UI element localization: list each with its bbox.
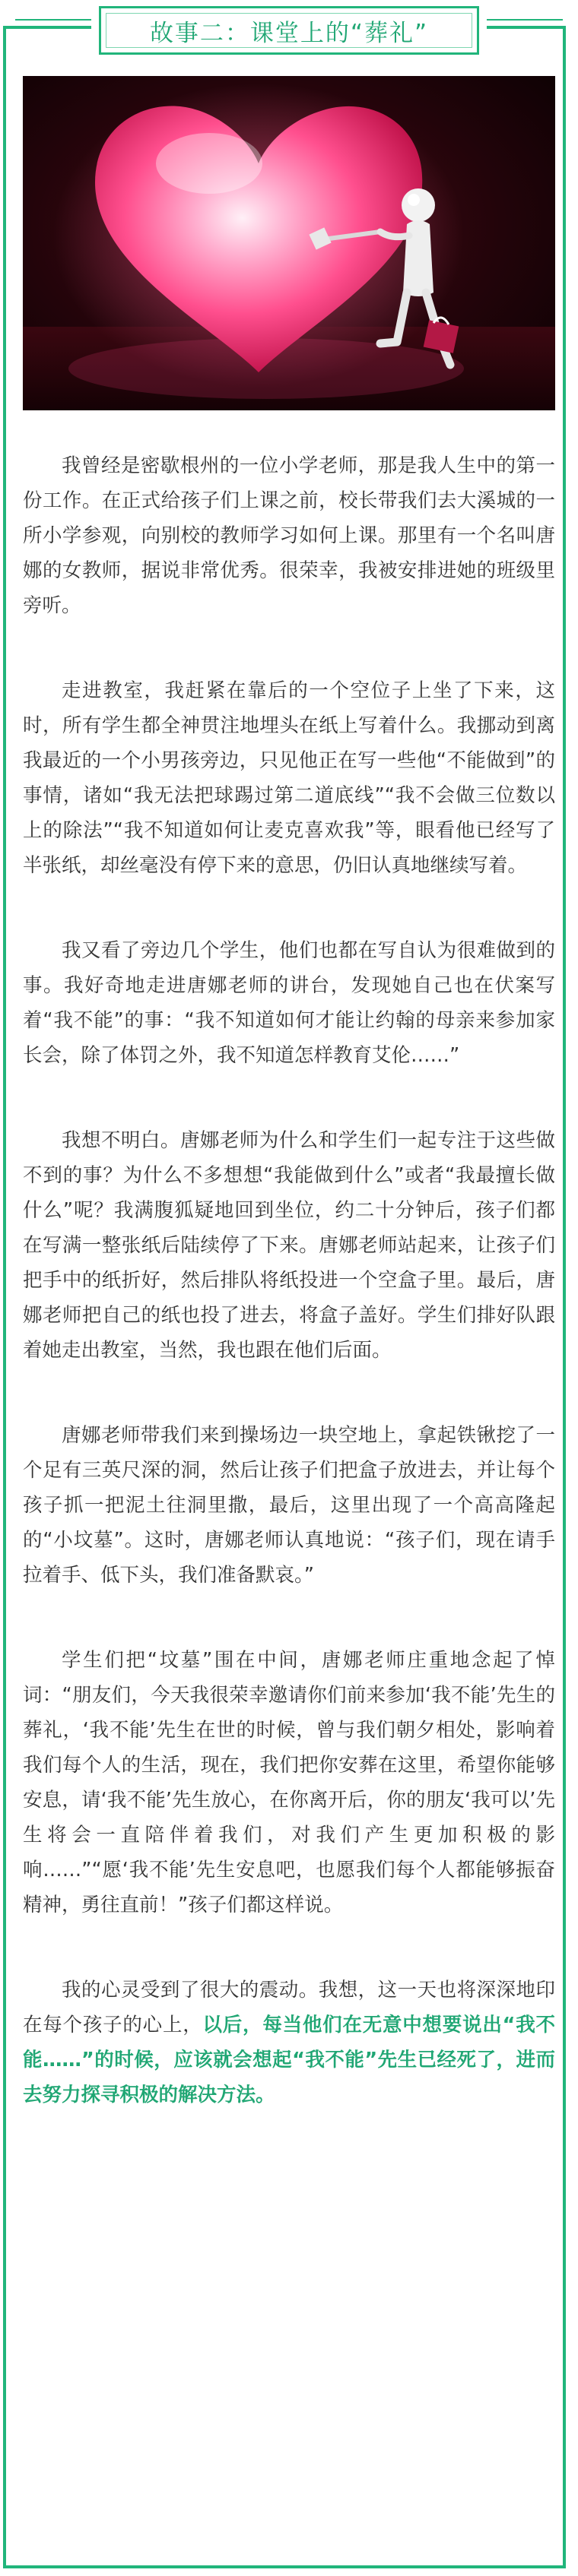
story-conclusion-text: 我的心灵受到了很大的震动。我想，这一天也将深深地印在每个孩子的心上， [23,1979,555,2036]
story-paragraph-2: 走进教室，我赶紧在靠后的一个空位子上坐了下来，这时，所有学生都全神贯注地埋头在纸上写着什么。我挪动到离我最近的一个小男孩旁边，只见他正在写一些他“不能做到”的事情，诸如“我无法把球踢过第二道底线”“我不会做三位数以上的除法”“我不知道如何让麦克喜欢我”等，眼看他已经写了半张纸，却丝毫没有停下来的意思，仍旧认真地继续写着。 [23,679,555,877]
story-body [23,448,555,2163]
story-paragraph-3: 我又看了旁边几个学生，他们也都在写自认为很难做到的事。我好奇地走进唐娜老师的讲台，发现她自己也在伏案写着“我不能”的事：“我不知道如何才能让约翰的母亲来参加家长会，除了体罚之外，我不知道怎样教育艾伦……” [23,939,555,1067]
story-paragraph-7 [23,1973,555,2112]
story-paragraph-1: 我曾经是密歇根州的一位小学老师，那是我人生中的第一份工作。在正式给孩子们上课之前，校长带我们去大溪城的一所小学参观，向别校的教师学习如何上课。那里有一个名叫唐娜的女教师，据说非常优秀。很荣幸，我被安排进她的班级里旁听。 [23,454,555,617]
story-paragraph-4: 我想不明白。唐娜老师为什么和学生们一起专注于这些做不到的事？为什么不多想想“我能做到什么”或者“我最擅长做什么”呢？我满腹狐疑地回到坐位，约二十分钟后，孩子们都在写满一整张纸后陆续停了下来。唐娜老师站起来，让孩子们把手中的纸折好，然后排队将纸投进一个空盒子里。最后，唐娜老师把自己的纸也投了进去，将盒子盖好。学生们排好队跟着她走出教室，当然，我也跟在他们后面。 [23,1129,555,1362]
story-conclusion-highlight: 以后，每当他们在无意中想要说出“我不能……”的时候，应该就会想起“我不能”先生已经死了，进而去努力探寻积极的解决方法。 [23,2014,555,2106]
title-box [99,6,479,55]
page-title: 故事二：课堂上的“葬礼” [149,19,429,47]
heart-figure-icon [23,76,555,410]
story-paragraph-6: 学生们把“坟墓”围在中间，唐娜老师庄重地念起了悼词：“朋友们，今天我很荣幸邀请你们前来参加‘我不能’先生的葬礼，‘我不能’先生在世的时候，曾与我们朝夕相处，影响着我们每个人的生活，现在，我们把你安葬在这里，希望你能够安息，请‘我不能’先生放心，在你离开后，你的朋友‘我可以’先生将会一直陪伴着我们，对我们产生更加积极的影响……”“愿‘我不能’先生安息吧，也愿我们每个人都能够振奋精神，勇往直前！”孩子们都这样说。 [23,1649,555,1916]
hero-image [23,76,555,410]
story-paragraph-5: 唐娜老师带我们来到操场边一块空地上，拿起铁锹挖了一个足有三英尺深的洞，然后让孩子们把盒子放进去，并让每个孩子抓一把泥土往洞里撒，最后，这里出现了一个高高隆起的“小坟墓”。这时，唐娜老师认真地说：“孩子们，现在请手拉着手、低下头，我们准备默哀。” [23,1424,555,1587]
